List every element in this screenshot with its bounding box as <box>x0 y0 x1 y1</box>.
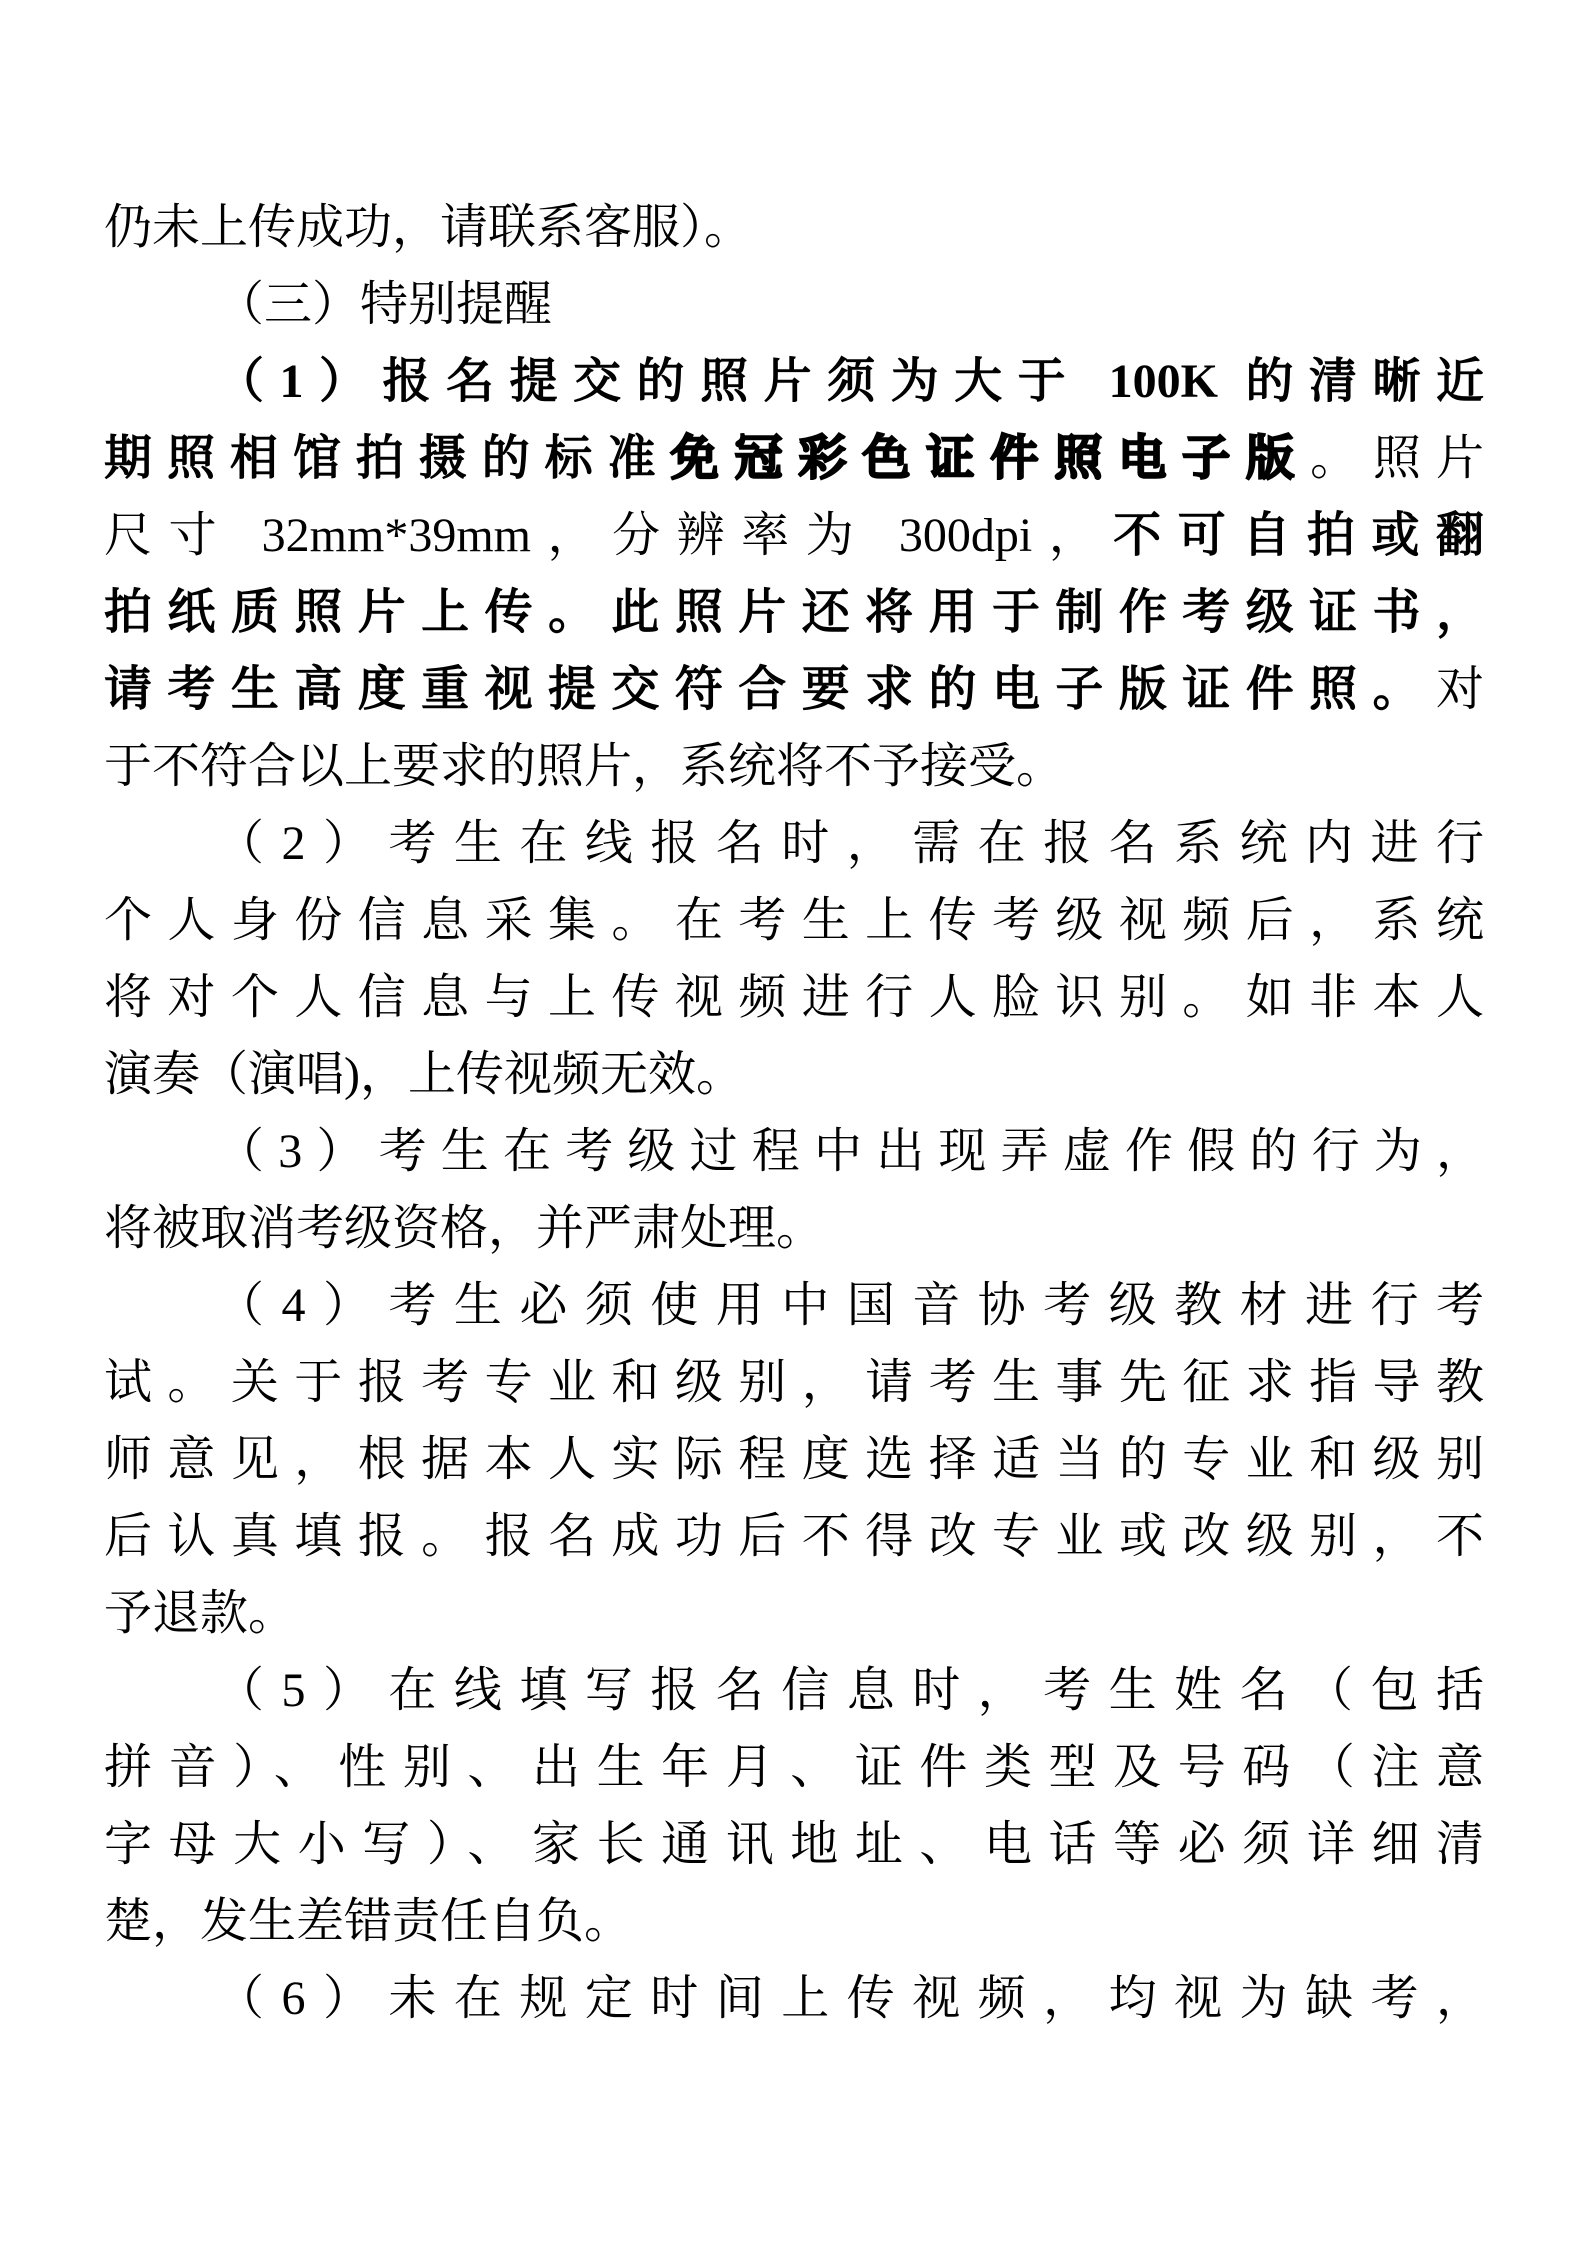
text-run: 于不符合以上要求的照片，系统将不予接受。 <box>104 740 1065 793</box>
section-heading <box>104 266 1484 343</box>
text-run: 将被取消考级资格，并严肃处理。 <box>104 1202 825 1255</box>
text-line <box>104 882 1484 959</box>
text-line <box>104 728 1484 805</box>
text-run: 予退款。 <box>104 1587 297 1640</box>
text-line <box>104 1575 1484 1652</box>
text-line <box>104 1344 1484 1421</box>
text-line <box>104 1883 1484 1960</box>
text-line <box>104 1190 1484 1267</box>
text-run: 请考生高度重视提交符合要求的电子版证件照。 <box>104 663 1436 716</box>
text-run: 字母大小写）、家长通讯地址、电话等必须详细清 <box>104 1818 1484 1871</box>
text-run: 尺寸 32mm*39mm，分辨率为 300dpi， <box>104 509 1114 562</box>
text-line <box>104 1729 1484 1806</box>
text-run: 对 <box>1435 663 1484 716</box>
text-run: 演奏（演唱)，上传视频无效。 <box>104 1048 744 1101</box>
text-line <box>104 189 1484 266</box>
text-line <box>104 1036 1484 1113</box>
text-run: 仍未上传成功，请联系客服）。 <box>104 201 753 254</box>
text-line <box>104 1421 1484 1498</box>
text-run: （4）考生必须使用中国音协考级教材进行考 <box>216 1279 1484 1332</box>
text-line <box>104 1267 1484 1344</box>
text-run: （3）考生在考级过程中出现弄虚作假的行为， <box>216 1125 1484 1178</box>
text-line <box>104 959 1484 1036</box>
text-run: 拍纸质照片上传。此照片还将用于制作考级证书， <box>104 586 1484 639</box>
document-text-block <box>104 189 1484 2037</box>
text-line <box>104 1113 1484 1190</box>
text-run: 试。关于报考专业和级别，请考生事先征求指导教 <box>104 1356 1484 1409</box>
text-line <box>104 343 1484 420</box>
text-run: 拼音）、性别、出生年月、证件类型及号码（注意 <box>104 1741 1484 1794</box>
text-line <box>104 1960 1484 2037</box>
text-line <box>104 497 1484 574</box>
text-line <box>104 1652 1484 1729</box>
text-run: （2）考生在线报名时，需在报名系统内进行 <box>216 817 1484 870</box>
text-line <box>104 420 1484 497</box>
text-line <box>104 1498 1484 1575</box>
text-run: 楚，发生差错责任自负。 <box>104 1895 633 1948</box>
text-line <box>104 651 1484 728</box>
text-line <box>104 1806 1484 1883</box>
text-run: （6）未在规定时间上传视频，均视为缺考， <box>216 1972 1484 2025</box>
text-run: （5）在线填写报名信息时，考生姓名（包括 <box>216 1664 1484 1717</box>
text-run: 后认真填报。报名成功后不得改专业或改级别，不 <box>104 1510 1484 1563</box>
text-run: 不可自拍或翻 <box>1113 509 1484 562</box>
text-line <box>104 574 1484 651</box>
text-run: 期照相馆拍摄的标准 <box>104 432 671 485</box>
text-run: 师意见，根据本人实际程度选择适当的专业和级别 <box>104 1433 1484 1486</box>
text-line <box>104 805 1484 882</box>
text-run-emphasis: 免冠彩色证件照电子版 <box>670 432 1311 485</box>
text-run: 个人身份信息采集。在考生上传考级视频后，系统 <box>104 894 1484 947</box>
text-run: 将对个人信息与上传视频进行人脸识别。如非本人 <box>104 971 1484 1024</box>
text-run: （1）报名提交的照片须为大于 100K 的清晰近 <box>216 355 1484 408</box>
text-run: （三）特别提醒 <box>216 278 553 331</box>
text-run: 。照片 <box>1310 432 1484 485</box>
